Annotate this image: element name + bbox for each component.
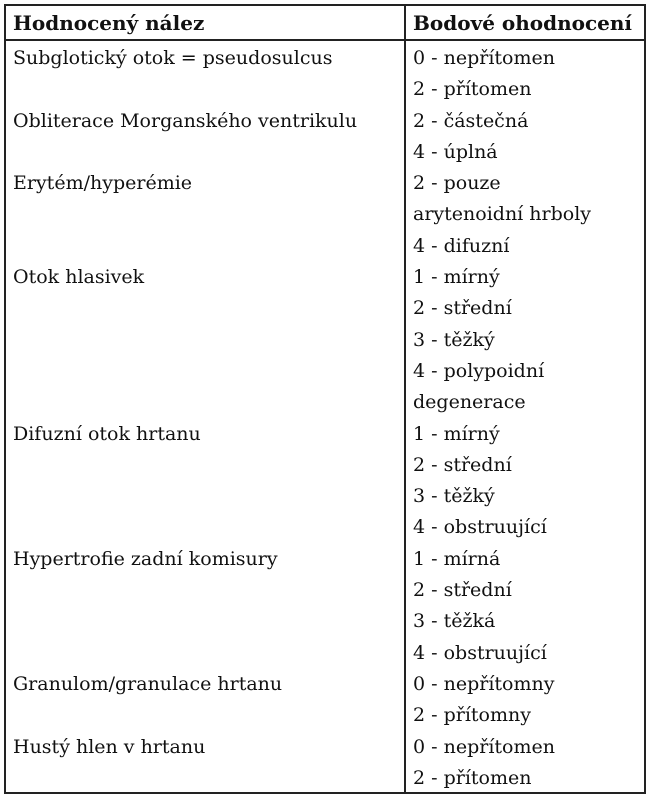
score-cell: 2 - přítomen (413, 78, 532, 101)
table-row (6, 167, 644, 198)
score-cell: 4 - úplná (413, 140, 498, 163)
score-cell: 4 - obstruující (413, 516, 547, 539)
score-cell: 3 - těžký (413, 328, 495, 351)
table-row (6, 42, 644, 73)
table-row (6, 105, 644, 136)
score-cell: 2 - střední (413, 297, 512, 320)
table-row (6, 136, 644, 167)
score-cell: 0 - nepřítomen (413, 735, 555, 758)
scoring-table (4, 4, 646, 794)
score-cell: 2 - částečná (413, 109, 529, 132)
score-cell: 4 - obstruující (413, 641, 547, 664)
table-row (6, 355, 644, 386)
score-cell: 2 - střední (413, 453, 512, 476)
table-row (6, 762, 644, 793)
table-row (6, 668, 644, 699)
finding-cell: Otok hlasivek (13, 266, 145, 289)
table-row (6, 637, 644, 668)
score-cell: 3 - těžký (413, 485, 495, 508)
finding-cell: Hypertrofie zadní komisury (13, 547, 278, 570)
score-cell: 1 - mírná (413, 547, 501, 570)
table-row (6, 480, 644, 511)
table-row (6, 511, 644, 542)
score-cell: degenerace (413, 391, 526, 414)
score-cell: 3 - těžká (413, 610, 496, 633)
score-cell: arytenoidní hrboly (413, 203, 592, 226)
table-row (6, 261, 644, 292)
finding-cell: Subglotický otok = pseudosulcus (13, 47, 333, 69)
score-cell: 1 - mírný (413, 422, 500, 445)
table-row (6, 198, 644, 229)
finding-cell: Hustý hlen v hrtanu (13, 735, 206, 758)
table-row (6, 418, 644, 449)
finding-cell: Erytém/hyperémie (13, 172, 193, 195)
table-row (6, 73, 644, 104)
table-row (6, 230, 644, 261)
finding-cell: Obliterace Morganského ventrikulu (13, 109, 358, 132)
table-row (6, 699, 644, 730)
table-row (6, 324, 644, 355)
score-cell: 2 - pouze (413, 172, 501, 195)
table-body (6, 42, 644, 793)
score-cell: 0 - nepřítomen (413, 47, 555, 69)
table-row (6, 574, 644, 605)
header-finding: Hodnocený nález (13, 11, 205, 35)
table-row (6, 543, 644, 574)
score-cell: 1 - mírný (413, 266, 500, 289)
header-score: Bodové ohodnocení (413, 11, 633, 35)
score-cell: 0 - nepřítomny (413, 672, 555, 695)
score-cell: 2 - přítomen (413, 766, 532, 789)
header-rule (6, 39, 644, 41)
table-row (6, 449, 644, 480)
score-cell: 4 - polypoidní (413, 359, 545, 382)
score-cell: 2 - střední (413, 579, 512, 602)
score-cell: 4 - difuzní (413, 234, 510, 257)
finding-cell: Granulom/granulace hrtanu (13, 672, 283, 695)
table-row (6, 731, 644, 762)
table-row (6, 386, 644, 417)
finding-cell: Difuzní otok hrtanu (13, 422, 201, 445)
table-row (6, 605, 644, 636)
score-cell: 2 - přítomny (413, 704, 531, 727)
table-row (6, 292, 644, 323)
